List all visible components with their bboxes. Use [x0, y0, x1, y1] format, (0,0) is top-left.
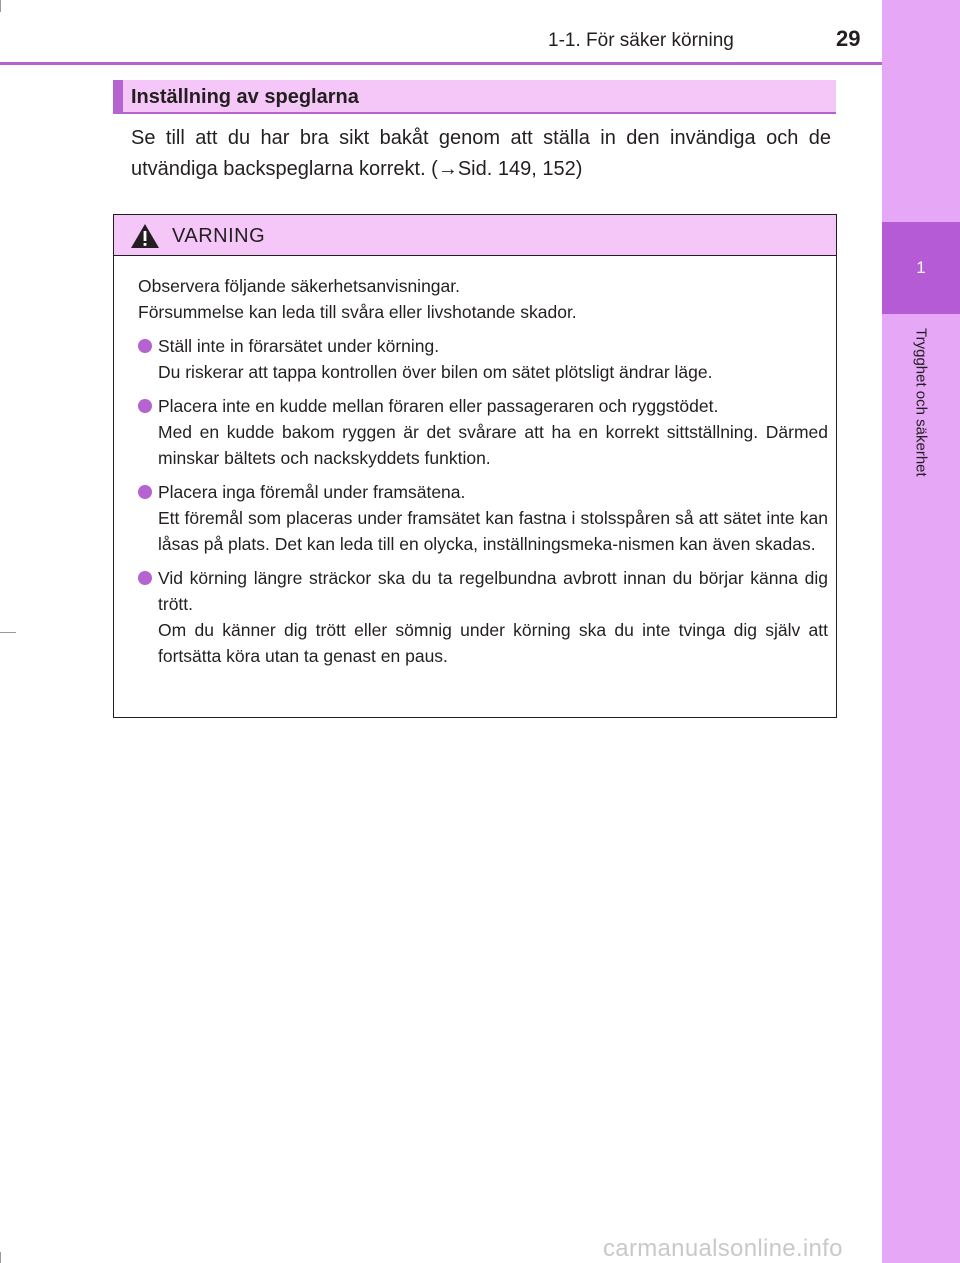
- warning-box: [113, 214, 837, 718]
- section-heading-text: Inställning av speglarna: [131, 86, 359, 108]
- footer-watermark: carmanualsonline.info: [603, 1235, 843, 1262]
- crop-mark: [0, 632, 16, 633]
- crop-mark: [0, 0, 1, 12]
- warning-intro: [138, 273, 828, 325]
- header-title: 1-1. För säker körning: [548, 30, 734, 51]
- warning-header: [114, 215, 836, 256]
- warning-item: [138, 393, 828, 471]
- warning-item: [138, 333, 828, 385]
- bullet-icon: [138, 339, 152, 353]
- warning-item-line: Ett föremål som placeras under framsätet kan fastna i stolsspåren så att sätet inte kan låsas på plats. Det kan leda till en olycka, inställningsmeka-nismen kan även skadas.: [158, 508, 828, 554]
- warning-item-line: Ställ inte in förarsätet under körning.: [158, 336, 440, 356]
- warning-item-line: Placera inga föremål under framsätena.: [158, 482, 466, 502]
- bullet-icon: [138, 571, 152, 585]
- warning-item: [138, 479, 828, 557]
- warning-body: [138, 273, 828, 677]
- warning-item-line: Placera inte en kudde mellan föraren eller passageraren och ryggstödet.: [158, 396, 719, 416]
- section-intro: Se till att du har bra sikt bakåt genom att ställa in den invändiga och de utvändiga backspeglarna korrekt. (→Sid. 149, 152): [131, 127, 831, 180]
- header-rule: [0, 62, 882, 65]
- bullet-icon: [138, 399, 152, 413]
- chapter-number: 1: [916, 258, 926, 277]
- page-number: 29: [836, 26, 861, 51]
- warning-intro-line: Observera följande säkerhetsanvisningar.: [138, 276, 460, 296]
- bullet-icon: [138, 485, 152, 499]
- warning-item-line: Med en kudde bakom ryggen är det svårare att ha en korrekt sittställning. Därmed minskar bältets och nackskyddets funktion.: [158, 422, 828, 468]
- chapter-label: Trygghet och säkerhet: [912, 328, 930, 477]
- warning-item-line: Vid körning längre sträckor ska du ta regelbundna avbrott innan du börjar känna dig trött.: [158, 568, 828, 614]
- section-heading: [113, 80, 836, 114]
- side-tab: [882, 0, 960, 1263]
- warning-item-line: Om du känner dig trött eller sömnig under körning ska du inte tvinga dig själv att fortsätta köra utan ta genast en paus.: [158, 620, 828, 666]
- warning-intro-line: Försummelse kan leda till svåra eller livshotande skador.: [138, 302, 577, 322]
- warning-triangle-icon: [130, 223, 160, 249]
- warning-item: [138, 565, 828, 669]
- warning-item-line: Du riskerar att tappa kontrollen över bilen om sätet plötsligt ändrar läge.: [158, 362, 713, 382]
- warning-title: VARNING: [172, 225, 266, 247]
- crop-mark: [0, 1252, 1, 1263]
